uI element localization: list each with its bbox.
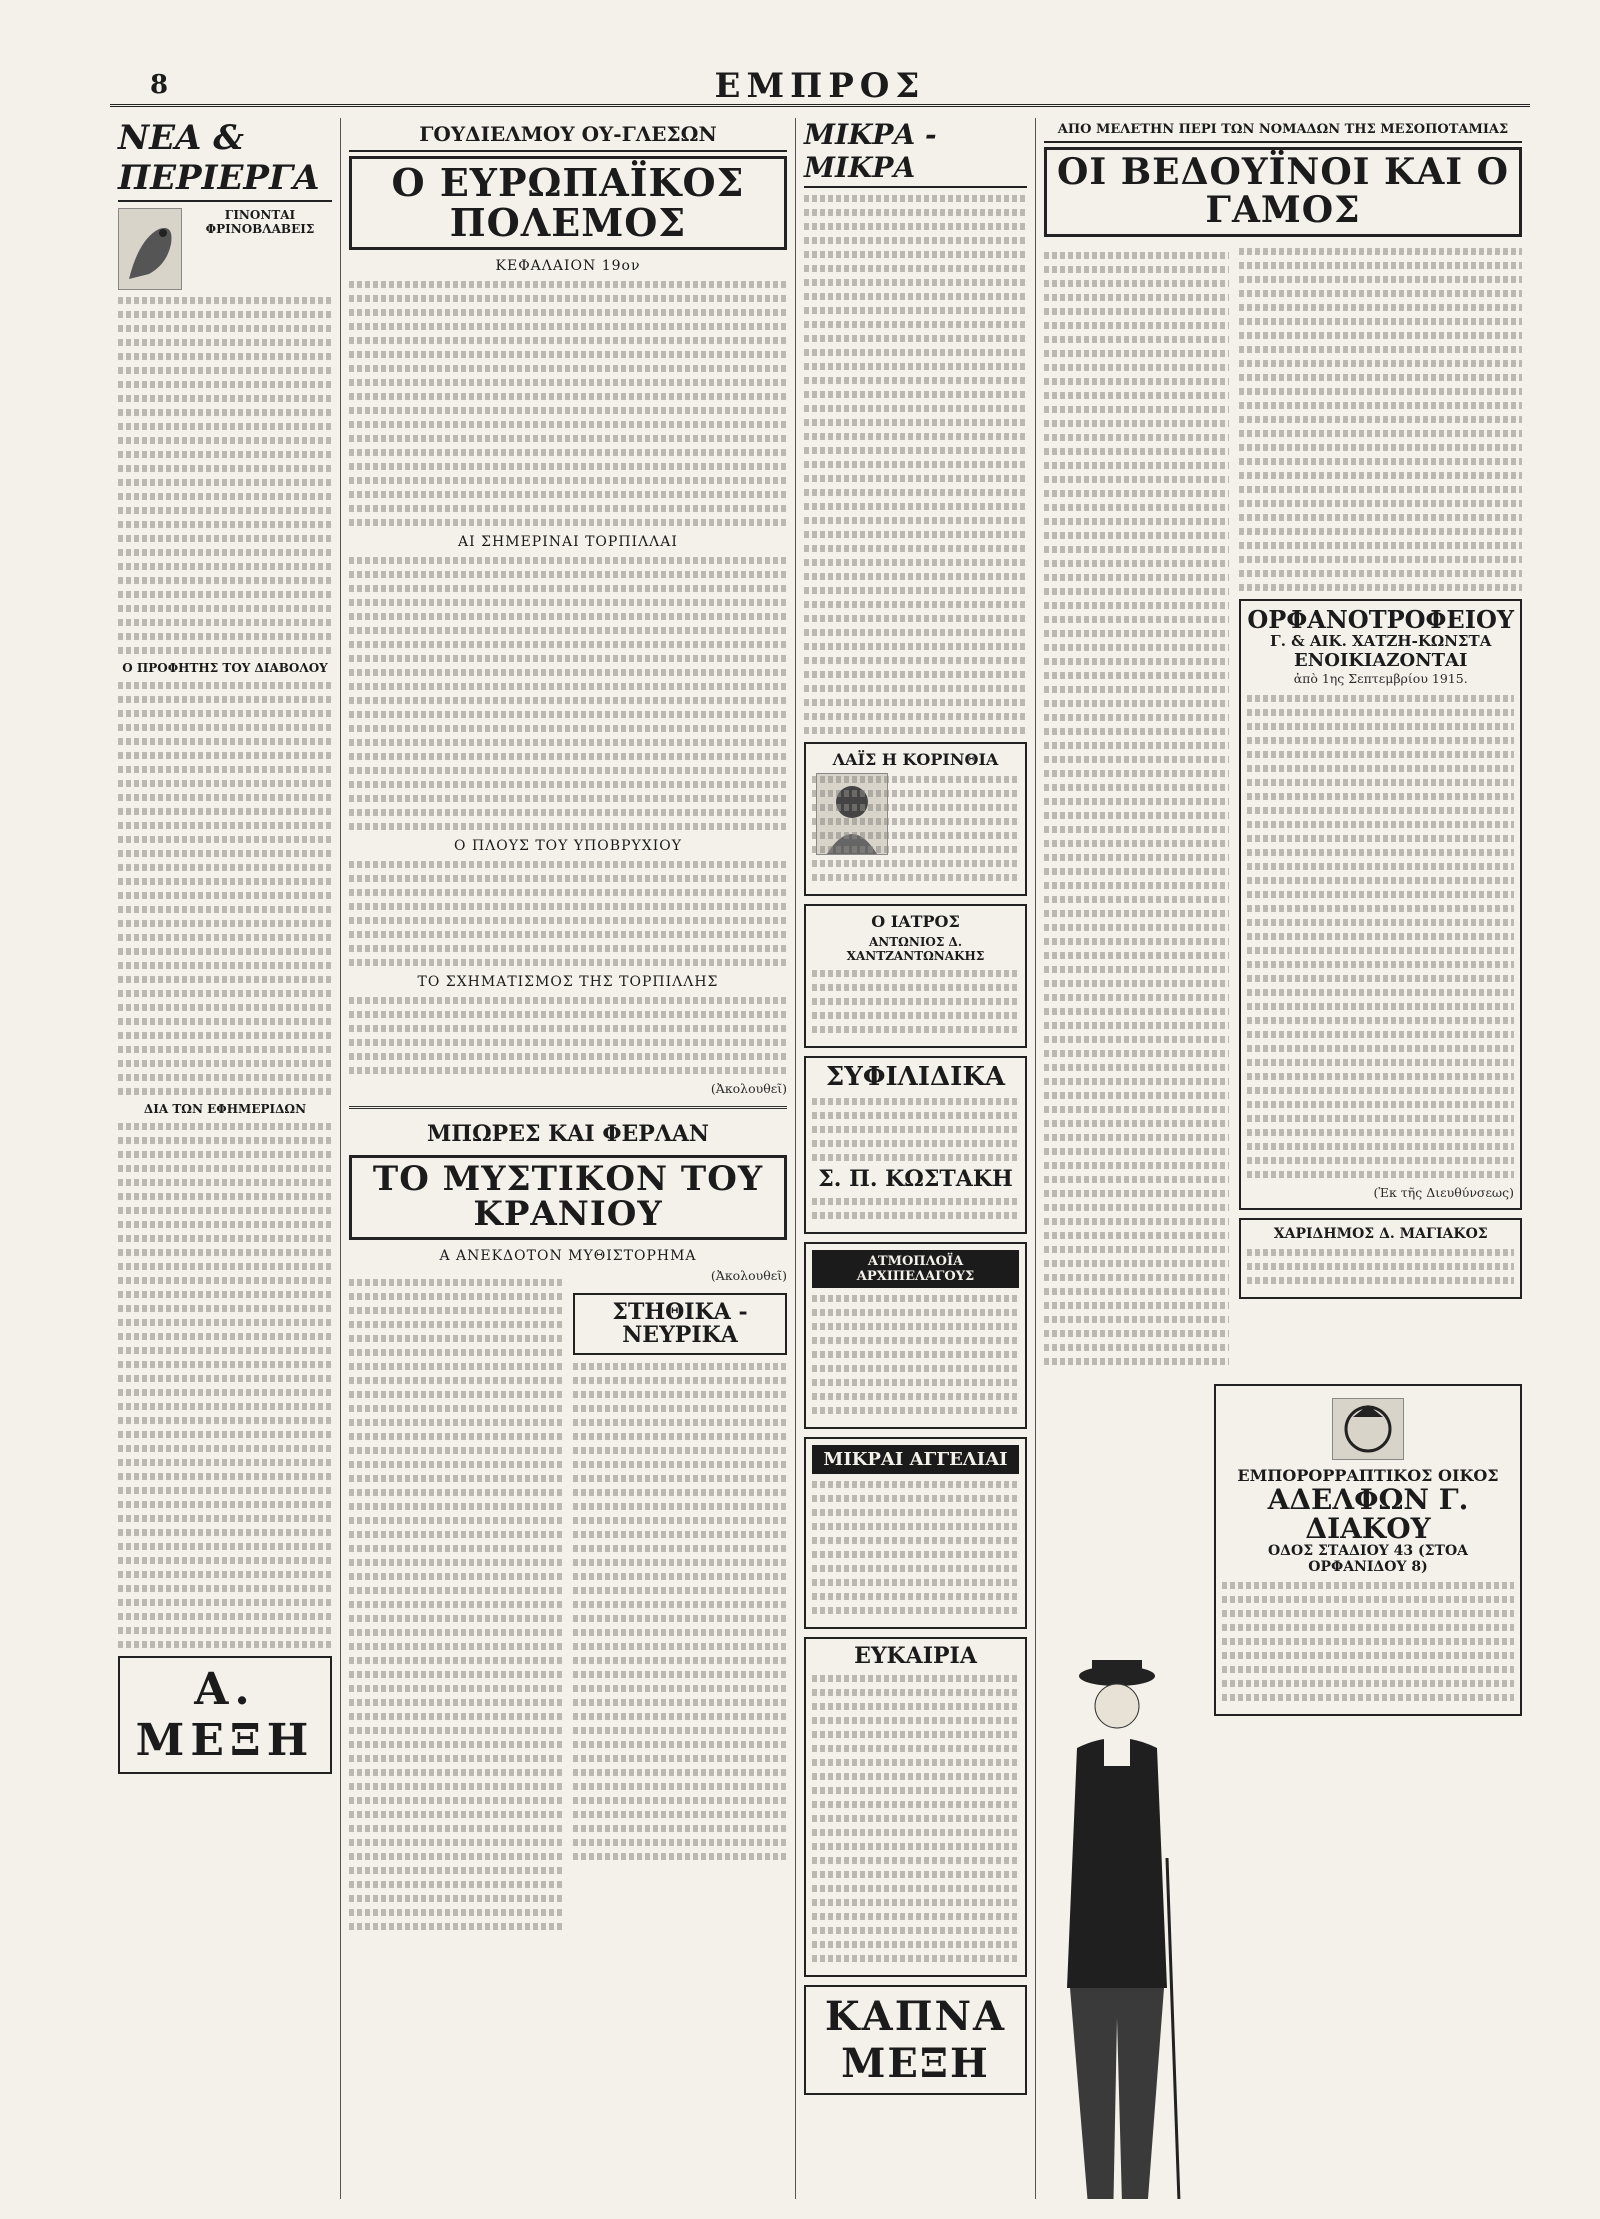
- item-title-newspapers: ΔΙΑ ΤΩΝ ΕΦΗΜΕΡΙΔΩΝ: [143, 1102, 307, 1116]
- tailor-title: ΕΜΠΟΡΟΡΡΑΠΤΙΚΟΣ ΟΙΚΟΣ: [1237, 1465, 1499, 1485]
- bedouin-kicker: ΑΠΟ ΜΕΛΕΤΗΝ ΠΕΡΙ ΤΩΝ ΝΟΜΑΔΩΝ ΤΗΣ ΜΕΣΟΠΟΤΑΜΙΑΣ: [1044, 118, 1522, 143]
- war-sub-torpedoes: ΑΙ ΣΗΜΕΡΙΝΑΙ ΤΟΡΠΙΛΛΑΙ: [458, 533, 678, 550]
- advert-small-ads-title: ΜΙΚΡΑΙ ΑΓΓΕΛΙΑΙ: [812, 1445, 1019, 1474]
- column-news: [110, 118, 340, 2199]
- advert-lais-title: ΛΑΪΣ Η ΚΟΡΙΝΘΙΑ: [832, 750, 999, 769]
- advert-text: [812, 1295, 1019, 1414]
- war-sub-torpedo-shape: ΤΟ ΣΧΗΜΑΤΙΣΜΟΣ ΤΗΣ ΤΟΡΠΙΛΛΗΣ: [417, 973, 719, 990]
- item-title-frogs: ΓΙΝΟΝΤΑΙ ΦΡΙΝΟΒΛΑΒΕΙΣ: [205, 208, 315, 236]
- orphanage-date: ἀπὸ 1ης Σεπτεμβρίου 1915.: [1293, 670, 1468, 686]
- article-text: [118, 297, 332, 654]
- orphanage-title: ΟΡΦΑΝΟΤΡΟΦΕΙΟΥ: [1247, 604, 1514, 634]
- royal-crest: [1332, 1398, 1404, 1460]
- article-text: [118, 1123, 332, 1648]
- novel-text: [349, 1272, 563, 1937]
- advert-meksi-title: Α. ΜΕΞΗ: [135, 1664, 315, 1766]
- midwife-name: ΧΑΡΙΔΗΜΟΣ Δ. ΜΑΓΙΑΚΟΣ: [1273, 1225, 1488, 1242]
- advert-meksi: [118, 1656, 332, 1774]
- advert-text: [812, 1098, 1019, 1161]
- advert-lines: [804, 1242, 1027, 1429]
- tailor-name: ΑΔΕΛΦΩΝ Γ. ΔΙΑΚΟΥ: [1267, 1482, 1469, 1545]
- gentleman-illustration: [1042, 1658, 1192, 2199]
- tailor-address: ΟΔΟΣ ΣΤΑΔΙΟΥ 43 (ΣΤΟΑ ΟΡΦΑΝΙΔΟΥ 8): [1267, 1543, 1469, 1576]
- advert-midwife: [1239, 1218, 1522, 1299]
- orphanage-subtitle: Γ. & ΑΙΚ. ΧΑΤΖΗ-ΚΩΝΣΤΑ: [1270, 631, 1492, 650]
- advert-lines-title: ΑΤΜΟΠΛΟΪΑ ΑΡΧΙΠΕΛΑΓΟΥΣ: [812, 1250, 1019, 1288]
- article-text: [349, 997, 787, 1074]
- paper-name: ΕΜΠΡΟΣ: [714, 66, 926, 106]
- advert-text: [812, 1675, 1019, 1962]
- advert-syphilis: [804, 1056, 1027, 1234]
- war-continued: (Ἀκολουθεῖ): [710, 1080, 787, 1096]
- article-text: [1044, 245, 1229, 1372]
- advert-opportunity-title: ΕΥΚΑΙΡΙΑ: [854, 1643, 977, 1670]
- advert-opportunity: [804, 1637, 1027, 1977]
- novel-authors: ΜΠΩΡΕΣ ΚΑΙ ΦΕΡΛΑΝ: [426, 1120, 710, 1147]
- novel-title: ΤΟ ΜΥΣΤΙΚΟΝ ΤΟΥ ΚΡΑΝΙΟΥ: [349, 1155, 787, 1240]
- column-war: [340, 118, 795, 2199]
- advert-doctor-title: Ο ΙΑΤΡΟΣ: [871, 912, 960, 931]
- article-text: [349, 557, 787, 830]
- article-text: [349, 281, 787, 526]
- article-text: [804, 195, 1027, 734]
- advert-doctor: [804, 904, 1027, 1048]
- advert-syphilis-title: ΣΥΦΙΛΙΔΙΚΑ: [825, 1062, 1006, 1092]
- advert-small-ads: [804, 1437, 1027, 1629]
- war-kicker: ΓΟΥΔΙΕΛΜΟΥ ΟΥ-ΓΛΕΣΩΝ: [349, 118, 787, 152]
- advert-kapna-title: ΚΑΠΝΑ ΜΕΞΗ: [824, 1993, 1007, 2088]
- advert-kapna: [804, 1985, 1027, 2095]
- article-text: [349, 861, 787, 966]
- war-sub-submarine: Ο ΠΛΟΥΣ ΤΟΥ ΥΠΟΒΡΥΧΙΟΥ: [454, 837, 682, 854]
- advert-kostakis-title: Σ. Π. ΚΩΣΤΑΚΗ: [818, 1166, 1013, 1193]
- item-title-prophet: Ο ΠΡΟΦΗΤΗΣ ΤΟΥ ΔΙΑΒΟΛΟΥ: [122, 661, 328, 675]
- orphanage-for-rent: ΕΝΟΙΚΙΑΖΟΝΤΑΙ: [1294, 649, 1468, 671]
- advert-text: [1247, 1249, 1514, 1284]
- war-chapter: ΚΕΦΑΛΑΙΟΝ 19ον: [495, 257, 641, 274]
- advert-text: [1222, 1582, 1514, 1701]
- orphanage-from-mgmt: (Ἐκ τῆς Διευθύνσεως): [1373, 1184, 1514, 1200]
- section-title-news: ΝΕΑ & ΠΕΡΙΕΡΓΑ: [118, 118, 332, 202]
- divider: [349, 1106, 787, 1109]
- advert-lais: [804, 742, 1027, 896]
- advert-orphanage: [1239, 599, 1522, 1210]
- advert-text: [573, 1363, 787, 1860]
- advert-chest-title: ΣΤΗΘΙΚΑ - ΝΕΥΡΙΚΑ: [612, 1298, 748, 1348]
- advert-text: [812, 970, 1019, 1033]
- section-title-mikra: ΜΙΚΡΑ - ΜΙΚΡΑ: [804, 118, 1027, 188]
- article-text: [1239, 248, 1522, 591]
- article-text: [118, 682, 332, 1095]
- advert-text: [1247, 695, 1514, 1178]
- advert-chest: [573, 1293, 787, 1355]
- advert-tailor: [1214, 1384, 1522, 1717]
- doctor-name: ΑΝΤΩΝΙΟΣ Δ. ΧΑΝΤΖΑΝΤΩΝΑΚΗΣ: [846, 935, 985, 963]
- page-number: 8: [150, 70, 169, 100]
- advert-text: [812, 1481, 1019, 1614]
- war-headline: Ο ΕΥΡΩΠΑΪΚΟΣ ΠΟΛΕΜΟΣ: [349, 156, 787, 250]
- woman-portrait: [816, 773, 888, 855]
- novel-subtitle: Α ΑΝΕΚΔΟΤΟΝ ΜΥΘΙΣΤΟΡΗΜΑ: [439, 1248, 697, 1265]
- bedouin-headline: ΟΙ ΒΕΔΟΥΪΝΟΙ ΚΑΙ Ο ΓΑΜΟΣ: [1044, 147, 1522, 237]
- novel-continued: (Ἀκολουθεῖ): [710, 1268, 787, 1284]
- advert-text: [812, 1198, 1019, 1219]
- column-small-items: [795, 118, 1035, 2199]
- rooster-illustration: [118, 208, 182, 290]
- masthead: [110, 66, 1530, 107]
- column-bedouins: [1035, 118, 1530, 2199]
